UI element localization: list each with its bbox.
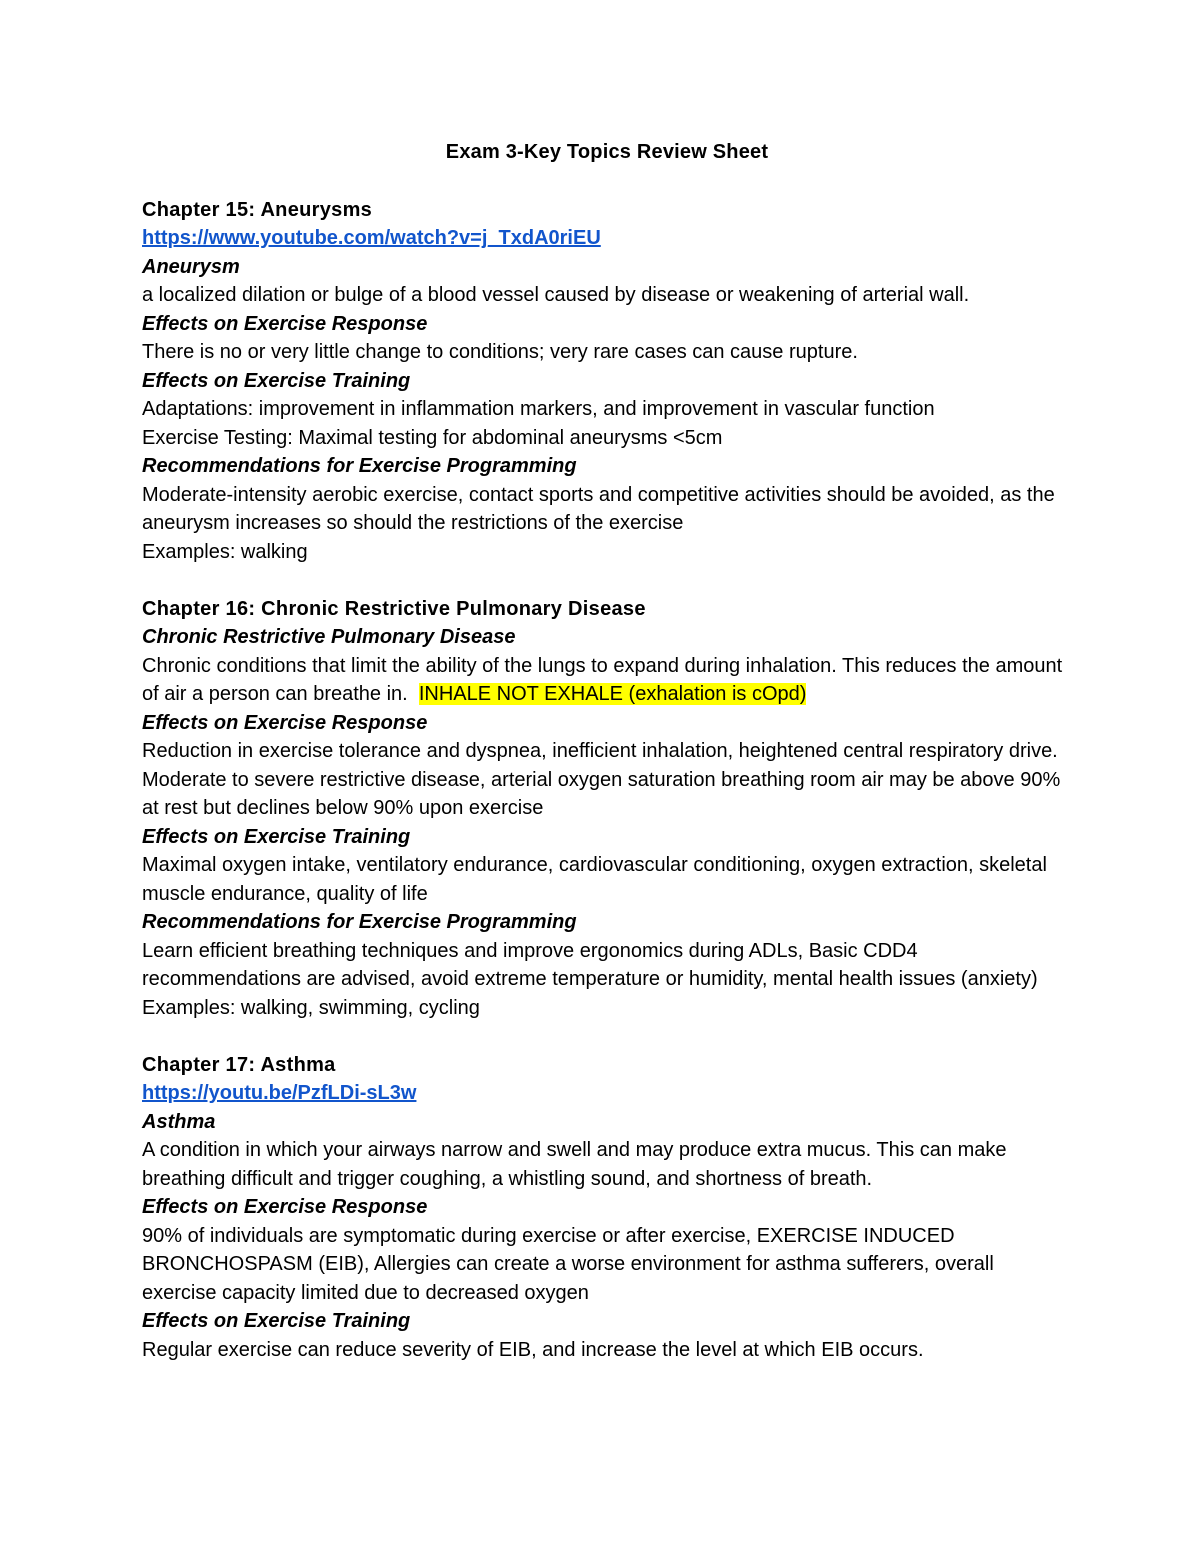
crpd-definition-paragraph bbox=[142, 652, 1072, 709]
chapter-17-video-link[interactable]: https://youtu.be/PzfLDi-sL3w bbox=[142, 1082, 417, 1104]
crpd-definition-heading: Chronic Restrictive Pulmonary Disease bbox=[142, 626, 516, 648]
ch16-programming-heading: Recommendations for Exercise Programming bbox=[142, 911, 577, 933]
document-page bbox=[142, 138, 1072, 1393]
ch16-programming-text: Learn efficient breathing techniques and improve ergonomics during ADLs, Basic CDD4 recommendations are advised, avoid extreme temperature or humidity, mental health issues (anxiety) bbox=[142, 939, 1038, 990]
ch16-response-text: Reduction in exercise tolerance and dyspnea, inefficient inhalation, heightened central respiratory drive. Moderate to severe restrictive disease, arterial oxygen saturation breathing room air may be above 90% at rest but declines below 90% upon exercise bbox=[142, 740, 1061, 819]
ch15-response-text: There is no or very little change to conditions; very rare cases can cause rupture. bbox=[142, 341, 858, 363]
crpd-definition-text: Chronic conditions that limit the ability of the lungs to expand during inhalation. This reduces the amount of air a person can breathe in. bbox=[142, 654, 1063, 705]
ch15-training-testing: Exercise Testing: Maximal testing for abdominal aneurysms <5cm bbox=[142, 426, 723, 449]
ch16-response-heading: Effects on Exercise Response bbox=[142, 711, 428, 734]
chapter-16-heading: Chapter 16: Chronic Restrictive Pulmonary Disease bbox=[142, 597, 646, 620]
chapter-16-section bbox=[142, 595, 1072, 1023]
ch17-training-heading: Effects on Exercise Training bbox=[142, 1310, 411, 1332]
ch16-examples: Examples: walking, swimming, cycling bbox=[142, 996, 480, 1019]
crpd-highlighted-note: INHALE NOT EXHALE (exhalation is cOpd) bbox=[418, 683, 807, 705]
ch15-training-adaptations: Adaptations: improvement in inflammation markers, and improvement in vascular function bbox=[142, 398, 935, 420]
ch17-response-heading: Effects on Exercise Response bbox=[142, 1196, 428, 1218]
chapter-15-video-link[interactable]: https://www.youtube.com/watch?v=j_TxdA0riEU bbox=[142, 227, 601, 249]
chapter-17-heading: Chapter 17: Asthma bbox=[142, 1053, 336, 1076]
aneurysm-definition-text: a localized dilation or bulge of a blood vessel caused by disease or weakening of arterial wall. bbox=[142, 284, 970, 306]
chapter-17-section bbox=[142, 1051, 1072, 1365]
ch17-training-text: Regular exercise can reduce severity of EIB, and increase the level at which EIB occurs. bbox=[142, 1338, 924, 1361]
ch16-training-text: Maximal oxygen intake, ventilatory endurance, cardiovascular conditioning, oxygen extraction, skeletal muscle endurance, quality of life bbox=[142, 854, 1047, 905]
asthma-definition-heading: Asthma bbox=[142, 1110, 216, 1133]
chapter-15-section bbox=[142, 196, 1072, 567]
ch15-programming-text: Moderate-intensity aerobic exercise, contact sports and competitive activities should be avoided, as the aneurysm increases so should the restrictions of the exercise bbox=[142, 483, 1055, 534]
chapter-15-heading: Chapter 15: Aneurysms bbox=[142, 198, 373, 221]
aneurysm-definition-heading: Aneurysm bbox=[142, 255, 240, 278]
asthma-definition-text: A condition in which your airways narrow and swell and may produce extra mucus. This can make breathing difficult and trigger coughing, a whistling sound, and shortness of breath. bbox=[142, 1139, 1007, 1190]
ch16-training-heading: Effects on Exercise Training bbox=[142, 825, 411, 848]
ch15-response-heading: Effects on Exercise Response bbox=[142, 312, 428, 335]
ch15-training-heading: Effects on Exercise Training bbox=[142, 369, 411, 392]
ch15-examples: Examples: walking bbox=[142, 540, 308, 563]
document-title: Exam 3-Key Topics Review Sheet bbox=[445, 141, 769, 163]
ch17-response-text: 90% of individuals are symptomatic during exercise or after exercise, EXERCISE INDUCED BRONCHOSPASM (EIB), Allergies can create a worse environment for asthma sufferers, overall exercise capacity limited due to decreased oxygen bbox=[142, 1224, 994, 1304]
ch15-programming-heading: Recommendations for Exercise Programming bbox=[142, 455, 577, 477]
